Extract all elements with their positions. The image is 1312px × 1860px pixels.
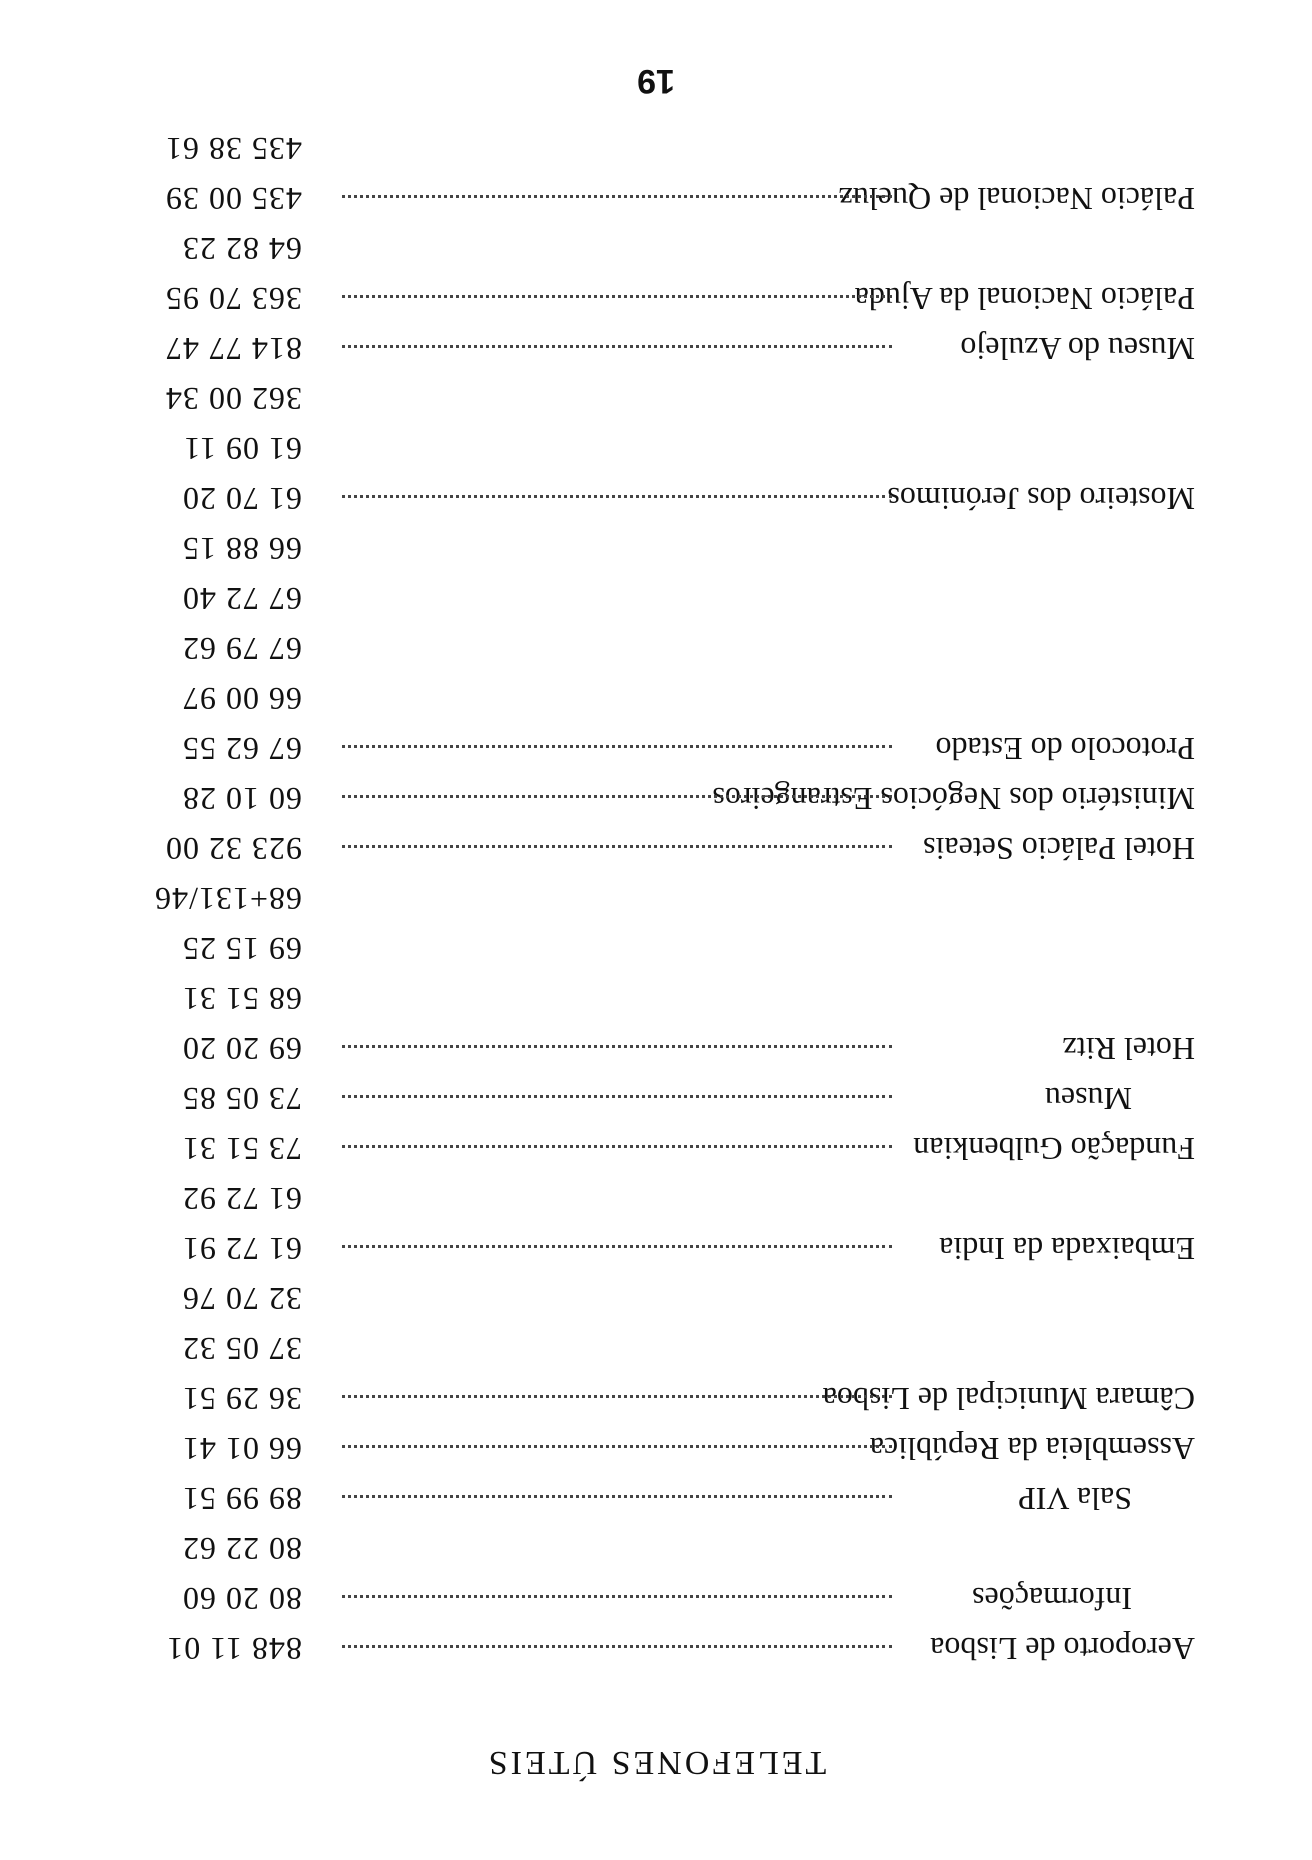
dot-leader xyxy=(342,1595,892,1598)
entry-number: 362 00 34 xyxy=(165,381,302,417)
entry-number: 37 05 32 xyxy=(182,1331,302,1367)
entry-number: 61 70 20 xyxy=(182,481,302,517)
phone-entry-row xyxy=(0,224,1312,274)
dot-leader xyxy=(342,1645,892,1648)
entry-number: 61 72 92 xyxy=(182,1181,302,1217)
dot-leader xyxy=(342,295,892,298)
dot-leader xyxy=(342,745,892,748)
phone-entry-row xyxy=(0,824,1312,874)
entry-name: Sala VIP xyxy=(1017,1481,1132,1517)
phone-entry-row xyxy=(0,1474,1312,1524)
phone-entry-row xyxy=(0,1224,1312,1274)
entry-number: 68 51 31 xyxy=(182,981,302,1017)
phone-entry-row xyxy=(0,974,1312,1024)
entry-number: 73 05 85 xyxy=(182,1081,302,1117)
phone-entry-row xyxy=(0,1074,1312,1124)
dot-leader xyxy=(342,195,892,198)
entry-number: 68+131/46 xyxy=(154,881,302,917)
phone-entry-row xyxy=(0,924,1312,974)
phone-entry-row xyxy=(0,1524,1312,1574)
phone-list xyxy=(0,124,1312,1674)
phone-entry-row xyxy=(0,274,1312,324)
phone-entry-row xyxy=(0,774,1312,824)
entry-name: Fundação Gulbenkian xyxy=(913,1131,1195,1167)
entry-number: 73 51 31 xyxy=(182,1131,302,1167)
entry-number: 36 29 51 xyxy=(182,1381,302,1417)
entry-number: 66 01 41 xyxy=(182,1431,302,1467)
dot-leader xyxy=(342,845,892,848)
entry-number: 64 82 23 xyxy=(182,231,302,267)
entry-name: Assembleia da República xyxy=(869,1431,1195,1467)
entry-number: 32 70 76 xyxy=(182,1281,302,1317)
dot-leader xyxy=(342,795,892,798)
phone-entry-row xyxy=(0,1124,1312,1174)
entry-name: Mosteiro dos Jerónimos xyxy=(887,481,1195,517)
phone-entry-row xyxy=(0,174,1312,224)
entry-name: Palácio Nacional da Ajuda xyxy=(854,281,1195,317)
entry-name: Hotel Palácio Seteais xyxy=(923,831,1195,867)
dot-leader xyxy=(342,1445,892,1448)
entry-number: 435 00 39 xyxy=(165,181,302,217)
dot-leader xyxy=(342,345,892,348)
entry-number: 435 38 61 xyxy=(165,131,302,167)
entry-name: Ministério dos Negócios Estrangeiros xyxy=(712,781,1195,817)
entry-number: 80 22 62 xyxy=(182,1531,302,1567)
phone-entry-row xyxy=(0,474,1312,524)
dot-leader xyxy=(342,495,892,498)
entry-name: Informações xyxy=(972,1581,1132,1617)
phone-entry-row xyxy=(0,374,1312,424)
phone-entry-row xyxy=(0,1574,1312,1624)
dot-leader xyxy=(342,1095,892,1098)
entry-number: 363 70 95 xyxy=(165,281,302,317)
dot-leader xyxy=(342,1395,892,1398)
entry-number: 67 79 62 xyxy=(182,631,302,667)
phone-entry-row xyxy=(0,124,1312,174)
phone-entry-row xyxy=(0,1374,1312,1424)
dot-leader xyxy=(342,1245,892,1248)
page-number: 19 xyxy=(637,62,675,100)
entry-name: Hotel Ritz xyxy=(1062,1031,1195,1067)
entry-number: 89 99 51 xyxy=(182,1481,302,1517)
entry-name: Protocolo do Estado xyxy=(935,731,1195,767)
entry-name: Museu do Azulejo xyxy=(960,331,1195,367)
entry-number: 848 11 01 xyxy=(166,1631,302,1667)
entry-name: Câmara Municipal de Lisboa xyxy=(822,1381,1195,1417)
page-title: TELEFONES ÚTEIS xyxy=(485,1744,827,1781)
entry-number: 67 72 40 xyxy=(182,581,302,617)
phone-entry-row xyxy=(0,1624,1312,1674)
entry-number: 67 62 55 xyxy=(182,731,302,767)
dot-leader xyxy=(342,1495,892,1498)
dot-leader xyxy=(342,1145,892,1148)
phone-entry-row xyxy=(0,424,1312,474)
entry-number: 60 10 28 xyxy=(182,781,302,817)
entry-number: 61 09 11 xyxy=(183,431,302,467)
entry-name: Museu xyxy=(1044,1081,1132,1117)
entry-number: 69 15 25 xyxy=(182,931,302,967)
phone-entry-row xyxy=(0,724,1312,774)
entry-number: 66 88 15 xyxy=(182,531,302,567)
phone-entry-row xyxy=(0,1274,1312,1324)
phone-entry-row xyxy=(0,574,1312,624)
phone-entry-row xyxy=(0,1174,1312,1224)
entry-name: Palácio Nacional de Queluz xyxy=(838,181,1195,217)
phone-entry-row xyxy=(0,524,1312,574)
phone-entry-row xyxy=(0,324,1312,374)
entry-number: 923 32 00 xyxy=(165,831,302,867)
entry-number: 814 77 47 xyxy=(165,331,302,367)
phone-entry-row xyxy=(0,1424,1312,1474)
entry-number: 69 20 20 xyxy=(182,1031,302,1067)
dot-leader xyxy=(342,1045,892,1048)
entry-number: 80 20 60 xyxy=(182,1581,302,1617)
entry-number: 66 00 97 xyxy=(182,681,302,717)
phone-entry-row xyxy=(0,1324,1312,1374)
phone-entry-row xyxy=(0,1024,1312,1074)
phone-entry-row xyxy=(0,874,1312,924)
entry-name: Aeroporto de Lisboa xyxy=(930,1631,1195,1667)
phone-entry-row xyxy=(0,624,1312,674)
entry-name: Embaixada da India xyxy=(939,1231,1195,1267)
entry-number: 61 72 91 xyxy=(182,1231,302,1267)
phone-entry-row xyxy=(0,674,1312,724)
